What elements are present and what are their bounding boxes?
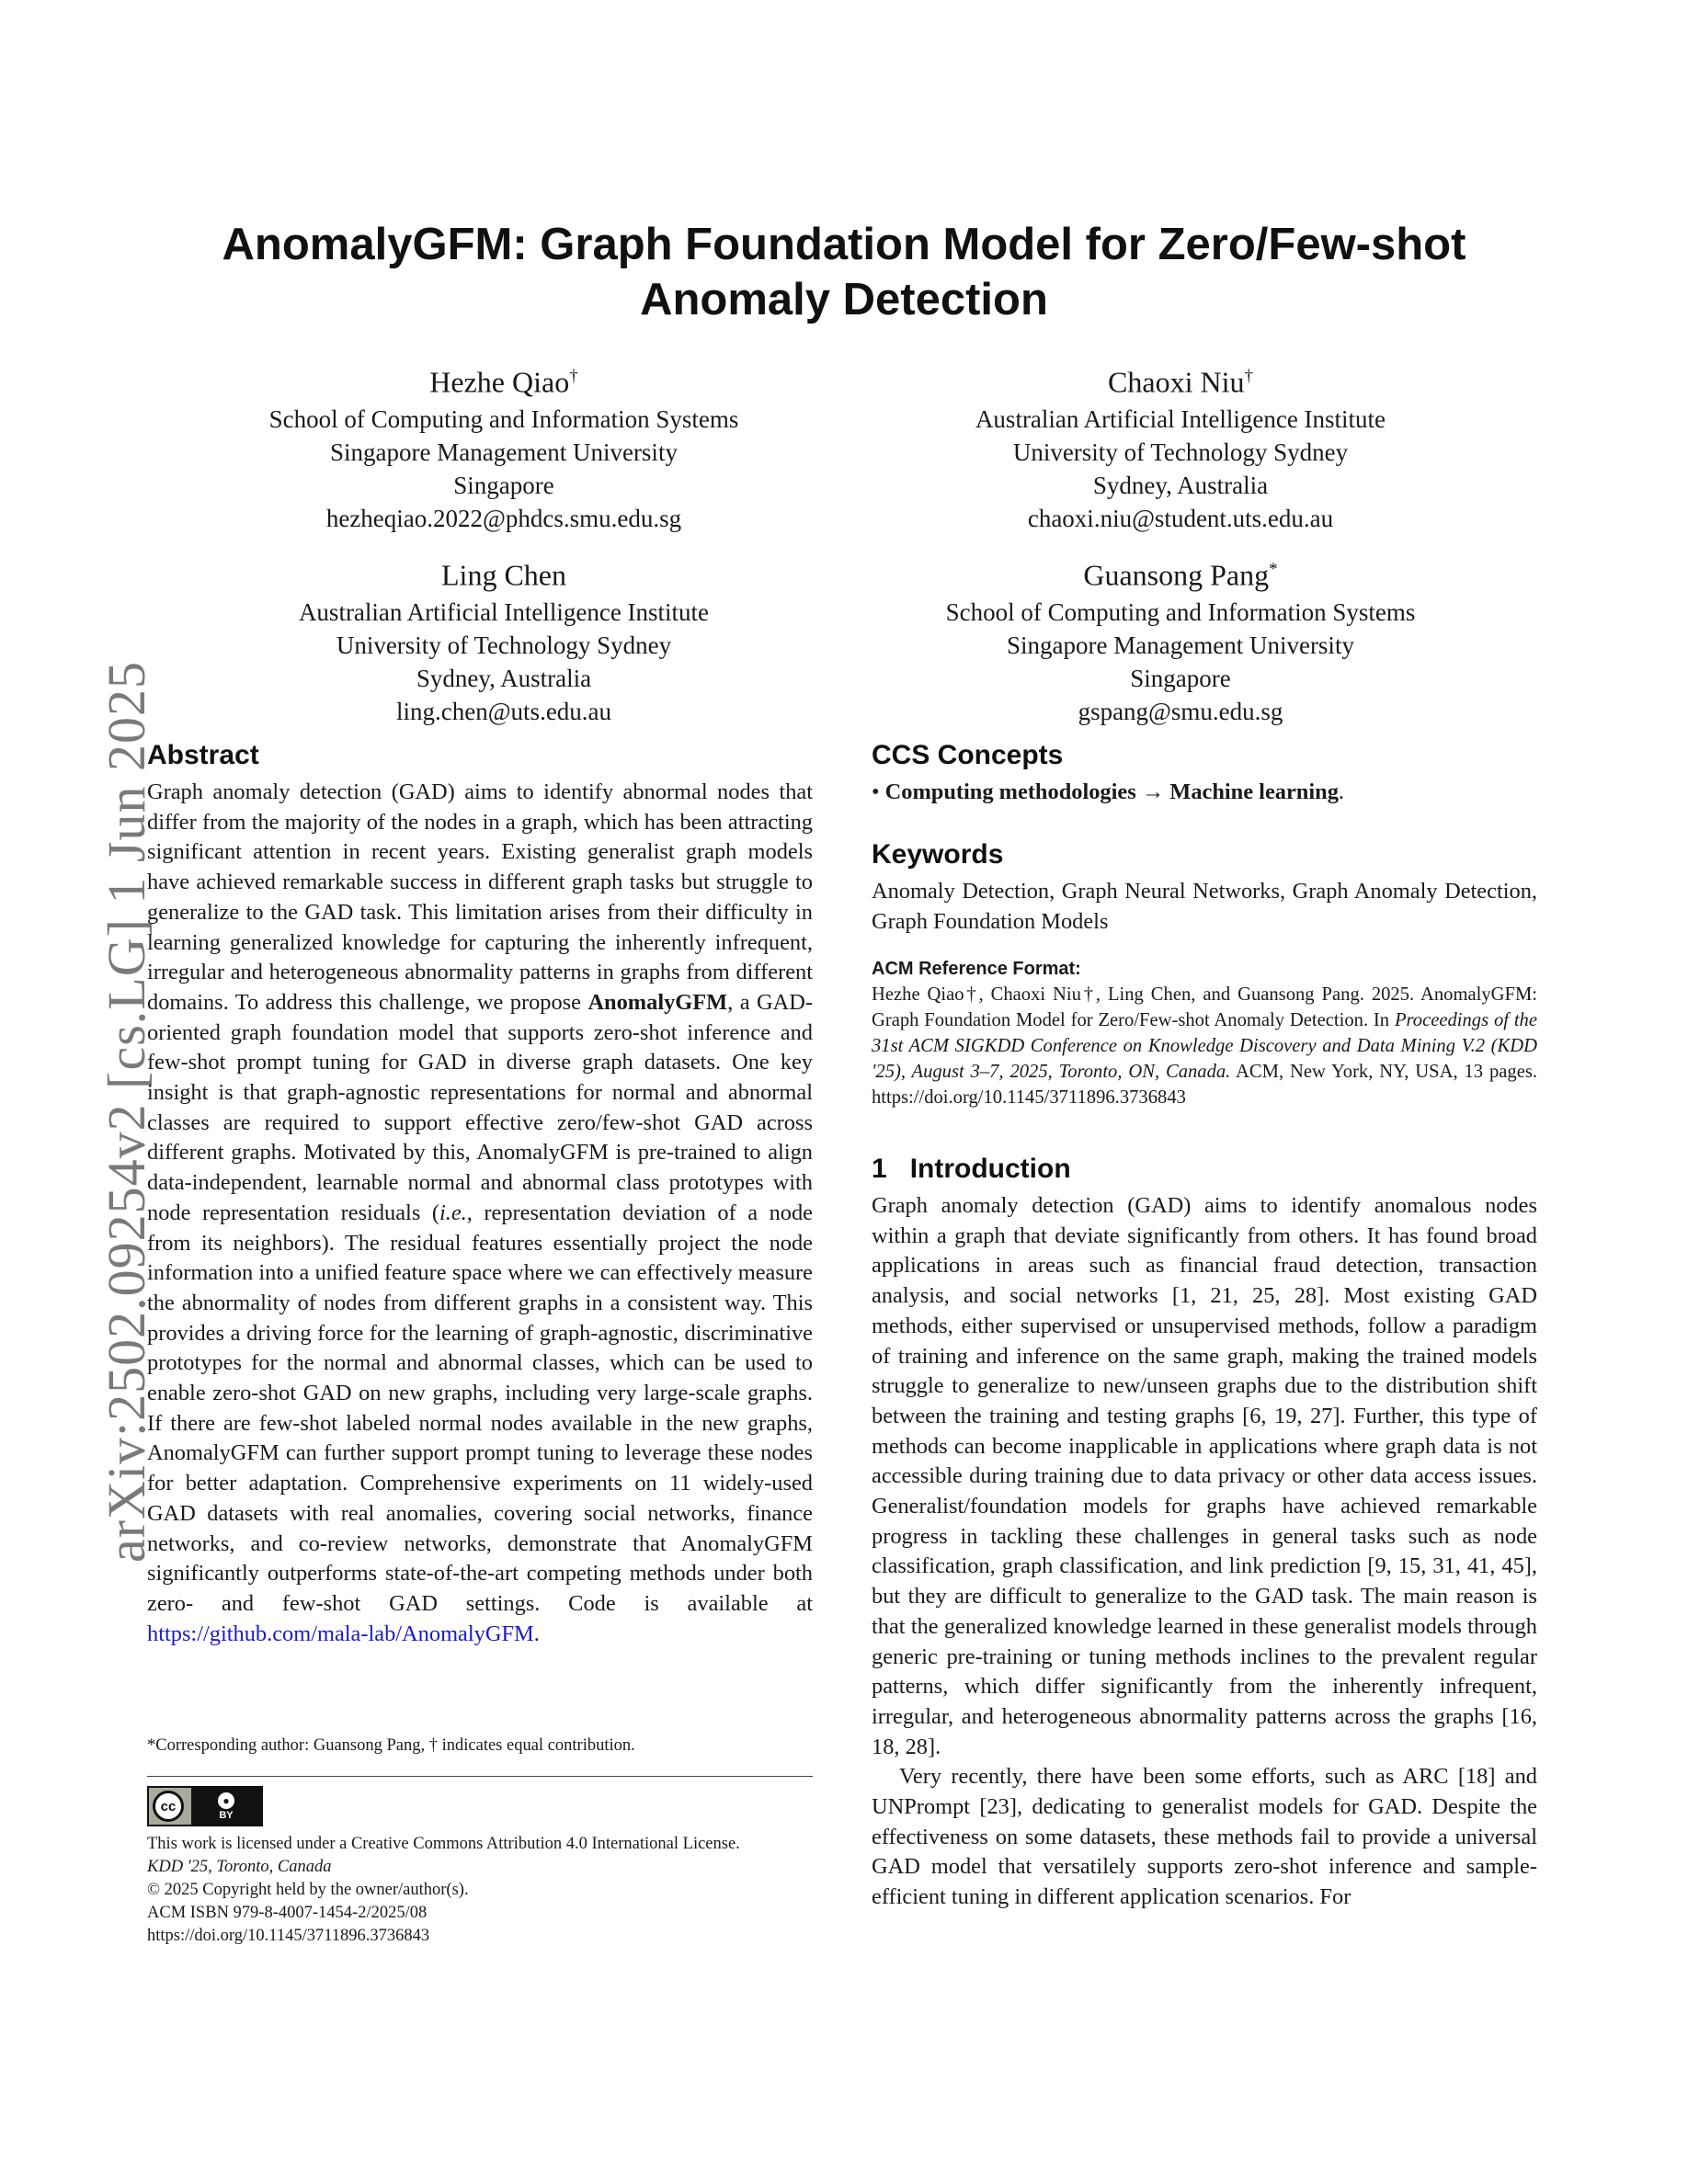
author-affiliation: School of Computing and Information Systems <box>268 404 739 433</box>
acm-reference-section <box>872 956 1537 1110</box>
paper-title: AnomalyGFM: Graph Foundation Model for Zero/Few-shot Anomaly Detection <box>222 220 1466 324</box>
abstract-section <box>147 737 813 1649</box>
author-affiliation: University of Technology Sydney <box>336 631 672 659</box>
author-email: ling.chen@uts.edu.au <box>395 697 612 725</box>
ccs-concepts: • Computing methodologies → Machine learning. <box>872 779 1345 804</box>
author-affiliation: Singapore <box>453 471 554 499</box>
author-affiliation: Singapore Management University <box>330 438 678 466</box>
acm-reference-text: Hezhe Qiao†, Chaoxi Niu†, Ling Chen, and Guansong Pang. 2025. AnomalyGFM: Graph Foundation Model for Zero/Few-shot Anomaly Detection. In Proceedings of the 31st ACM SIGKDD Conference on Knowledge Discovery and Data Mining V.2 (KDD '25), August 3–7, 2025, Toronto, ON, Canada. ACM, New York, NY, USA, 13 pages. https://doi.org/10.1145/3711896.3736843 <box>872 984 1537 1108</box>
author-affiliation: Singapore Management University <box>1007 631 1354 659</box>
author-affiliation: School of Computing and Information Systems <box>945 597 1416 626</box>
introduction-section <box>872 1151 1537 1913</box>
acm-reference-heading: ACM Reference Format: <box>872 959 1081 979</box>
author-affiliation: Singapore <box>1130 664 1231 692</box>
author-affiliation: Sydney, Australia <box>416 664 592 692</box>
author-name: Chaoxi Niu† <box>1108 365 1253 399</box>
author-block <box>154 550 853 728</box>
code-link[interactable]: https://github.com/mala-lab/AnomalyGFM <box>147 1621 534 1646</box>
author-name: Guansong Pang* <box>1083 558 1278 592</box>
cc-by-badge <box>147 1786 263 1826</box>
author-affiliation: University of Technology Sydney <box>1012 438 1349 466</box>
keywords-section <box>872 836 1537 937</box>
ccs-section <box>872 737 1537 808</box>
abstract-heading: Abstract <box>147 740 259 770</box>
author-email: gspang@smu.edu.sg <box>1078 697 1283 725</box>
footnote: *Corresponding author: Guansong Pang, † indicates equal contribution. <box>147 1736 635 1755</box>
license-block: This work is licensed under a Creative Commons Attribution 4.0 International License. KDD '25, Toronto, Canada © 2025 Copyright held by the owner/author(s). ACM ISBN 979-8-4007-1454-2/2025/08 https://doi.org/10.1145/3711896.3736843 <box>147 1835 740 1945</box>
author-email: hezheqiao.2022@phdcs.smu.edu.sg <box>325 504 682 532</box>
license-divider <box>147 1776 813 1777</box>
by-icon: ● BY <box>191 1788 261 1825</box>
author-block <box>831 357 1530 535</box>
intro-paragraph: Graph anomaly detection (GAD) aims to identify anomalous nodes within a graph that deviate significantly from others. It has found broad applications in areas such as financial fraud detection, transaction analysis, and social networks [1, 21, 25, 28]. Most existing GAD methods, either supervised or unsupervised methods, follow a paradigm of training and inference on the same graph, making the trained models struggle to generalize to new/unseen graphs due to the distribution shift between the training and testing graphs [6, 19, 27]. Further, this type of methods can become inapplicable in applications where graph data is not accessible during training due to data privacy or other data access issues. Generalist/foundation models for graphs have achieved remarkable progress in tackling these challenges in general tasks such as node classification, graph classification, and link prediction [9, 15, 31, 41, 45], but they are difficult to generalize to the GAD task. The main reason is that the generalized knowledge learned in these generalist models through generic pre-training or tuning methods inclines to the prevalent regular patterns, which differ significantly from the inherently infrequent, irregular, and heterogeneous abnormality patterns across the graphs [16, 18, 28]. <box>872 1193 1537 1759</box>
author-name: Hezhe Qiao† <box>429 365 578 399</box>
cc-icon: cc <box>153 1791 184 1822</box>
abstract-text: Graph anomaly detection (GAD) aims to identify abnormal nodes that differ from the majority of the nodes in a graph, which has been attracting significant attention in recent years. Existing generalist graph models have achieved remarkable success in different graph tasks but struggle to generalize to the GAD task. This limitation arises from their difficulty in learning generalized knowledge for capturing the inherently infrequent, irregular and heterogeneous abnormality patterns in graphs from different domains. To address this challenge, we propose AnomalyGFM, a GAD-oriented graph foundation model that supports zero-shot inference and few-shot prompt tuning for GAD in diverse graph datasets. One key insight is that graph-agnostic representations for normal and abnormal classes are required to support effective zero/few-shot GAD across different graphs. Motivated by this, AnomalyGFM is pre-trained to align data-independent, learnable normal and abnormal class prototypes with node representation residuals (i.e., representation deviation of a node from its neighbors). The residual features essentially project the node information into a unified feature space where we can effectively measure the abnormality of nodes from different graphs in a consistent way. This provides a driving force for the learning of graph-agnostic, discriminative prototypes for the normal and abnormal classes, which can be used to enable zero-shot GAD on new graphs, including very large-scale graphs. If there are few-shot labeled normal nodes available in the new graphs, AnomalyGFM can further support prompt tuning to leverage these nodes for better adaptation. Comprehensive experiments on 11 widely-used GAD datasets with real anomalies, covering social networks, finance networks, and co-review networks, demonstrate that AnomalyGFM significantly outperforms state-of-the-art competing methods under both zero- and few-shot GAD settings. Code is available at https://github.com/mala-lab/AnomalyGFM. <box>147 779 813 1646</box>
author-affiliation: Sydney, Australia <box>1092 471 1269 499</box>
keywords-text: Anomaly Detection, Graph Neural Networks, Graph Anomaly Detection, Graph Foundation Models <box>872 879 1537 934</box>
author-affiliation: Australian Artificial Intelligence Institute <box>975 404 1386 433</box>
author-email: chaoxi.niu@student.uts.edu.au <box>1027 504 1334 532</box>
person-icon: ● <box>218 1792 234 1809</box>
intro-paragraph: Very recently, there have been some efforts, such as ARC [18] and UNPrompt [23], dedicating to generalist models for GAD. Despite the effectiveness on some datasets, these methods fail to provide a universal GAD model that versatilely supports zero-shot inference and sample-efficient tuning in different application scenarios. For <box>872 1764 1537 1910</box>
author-affiliation: Australian Artificial Intelligence Institute <box>298 597 710 626</box>
author-block <box>154 357 853 535</box>
author-name: Ling Chen <box>441 558 566 592</box>
ccs-heading: CCS Concepts <box>872 740 1064 770</box>
model-name: AnomalyGFM <box>587 989 728 1015</box>
keywords-heading: Keywords <box>872 839 1004 870</box>
introduction-heading: 1 Introduction <box>872 1154 1071 1184</box>
author-block <box>831 550 1530 728</box>
arxiv-identifier: arXiv:2502.09254v2 [cs.LG] 1 Jun 2025 <box>97 660 156 1563</box>
